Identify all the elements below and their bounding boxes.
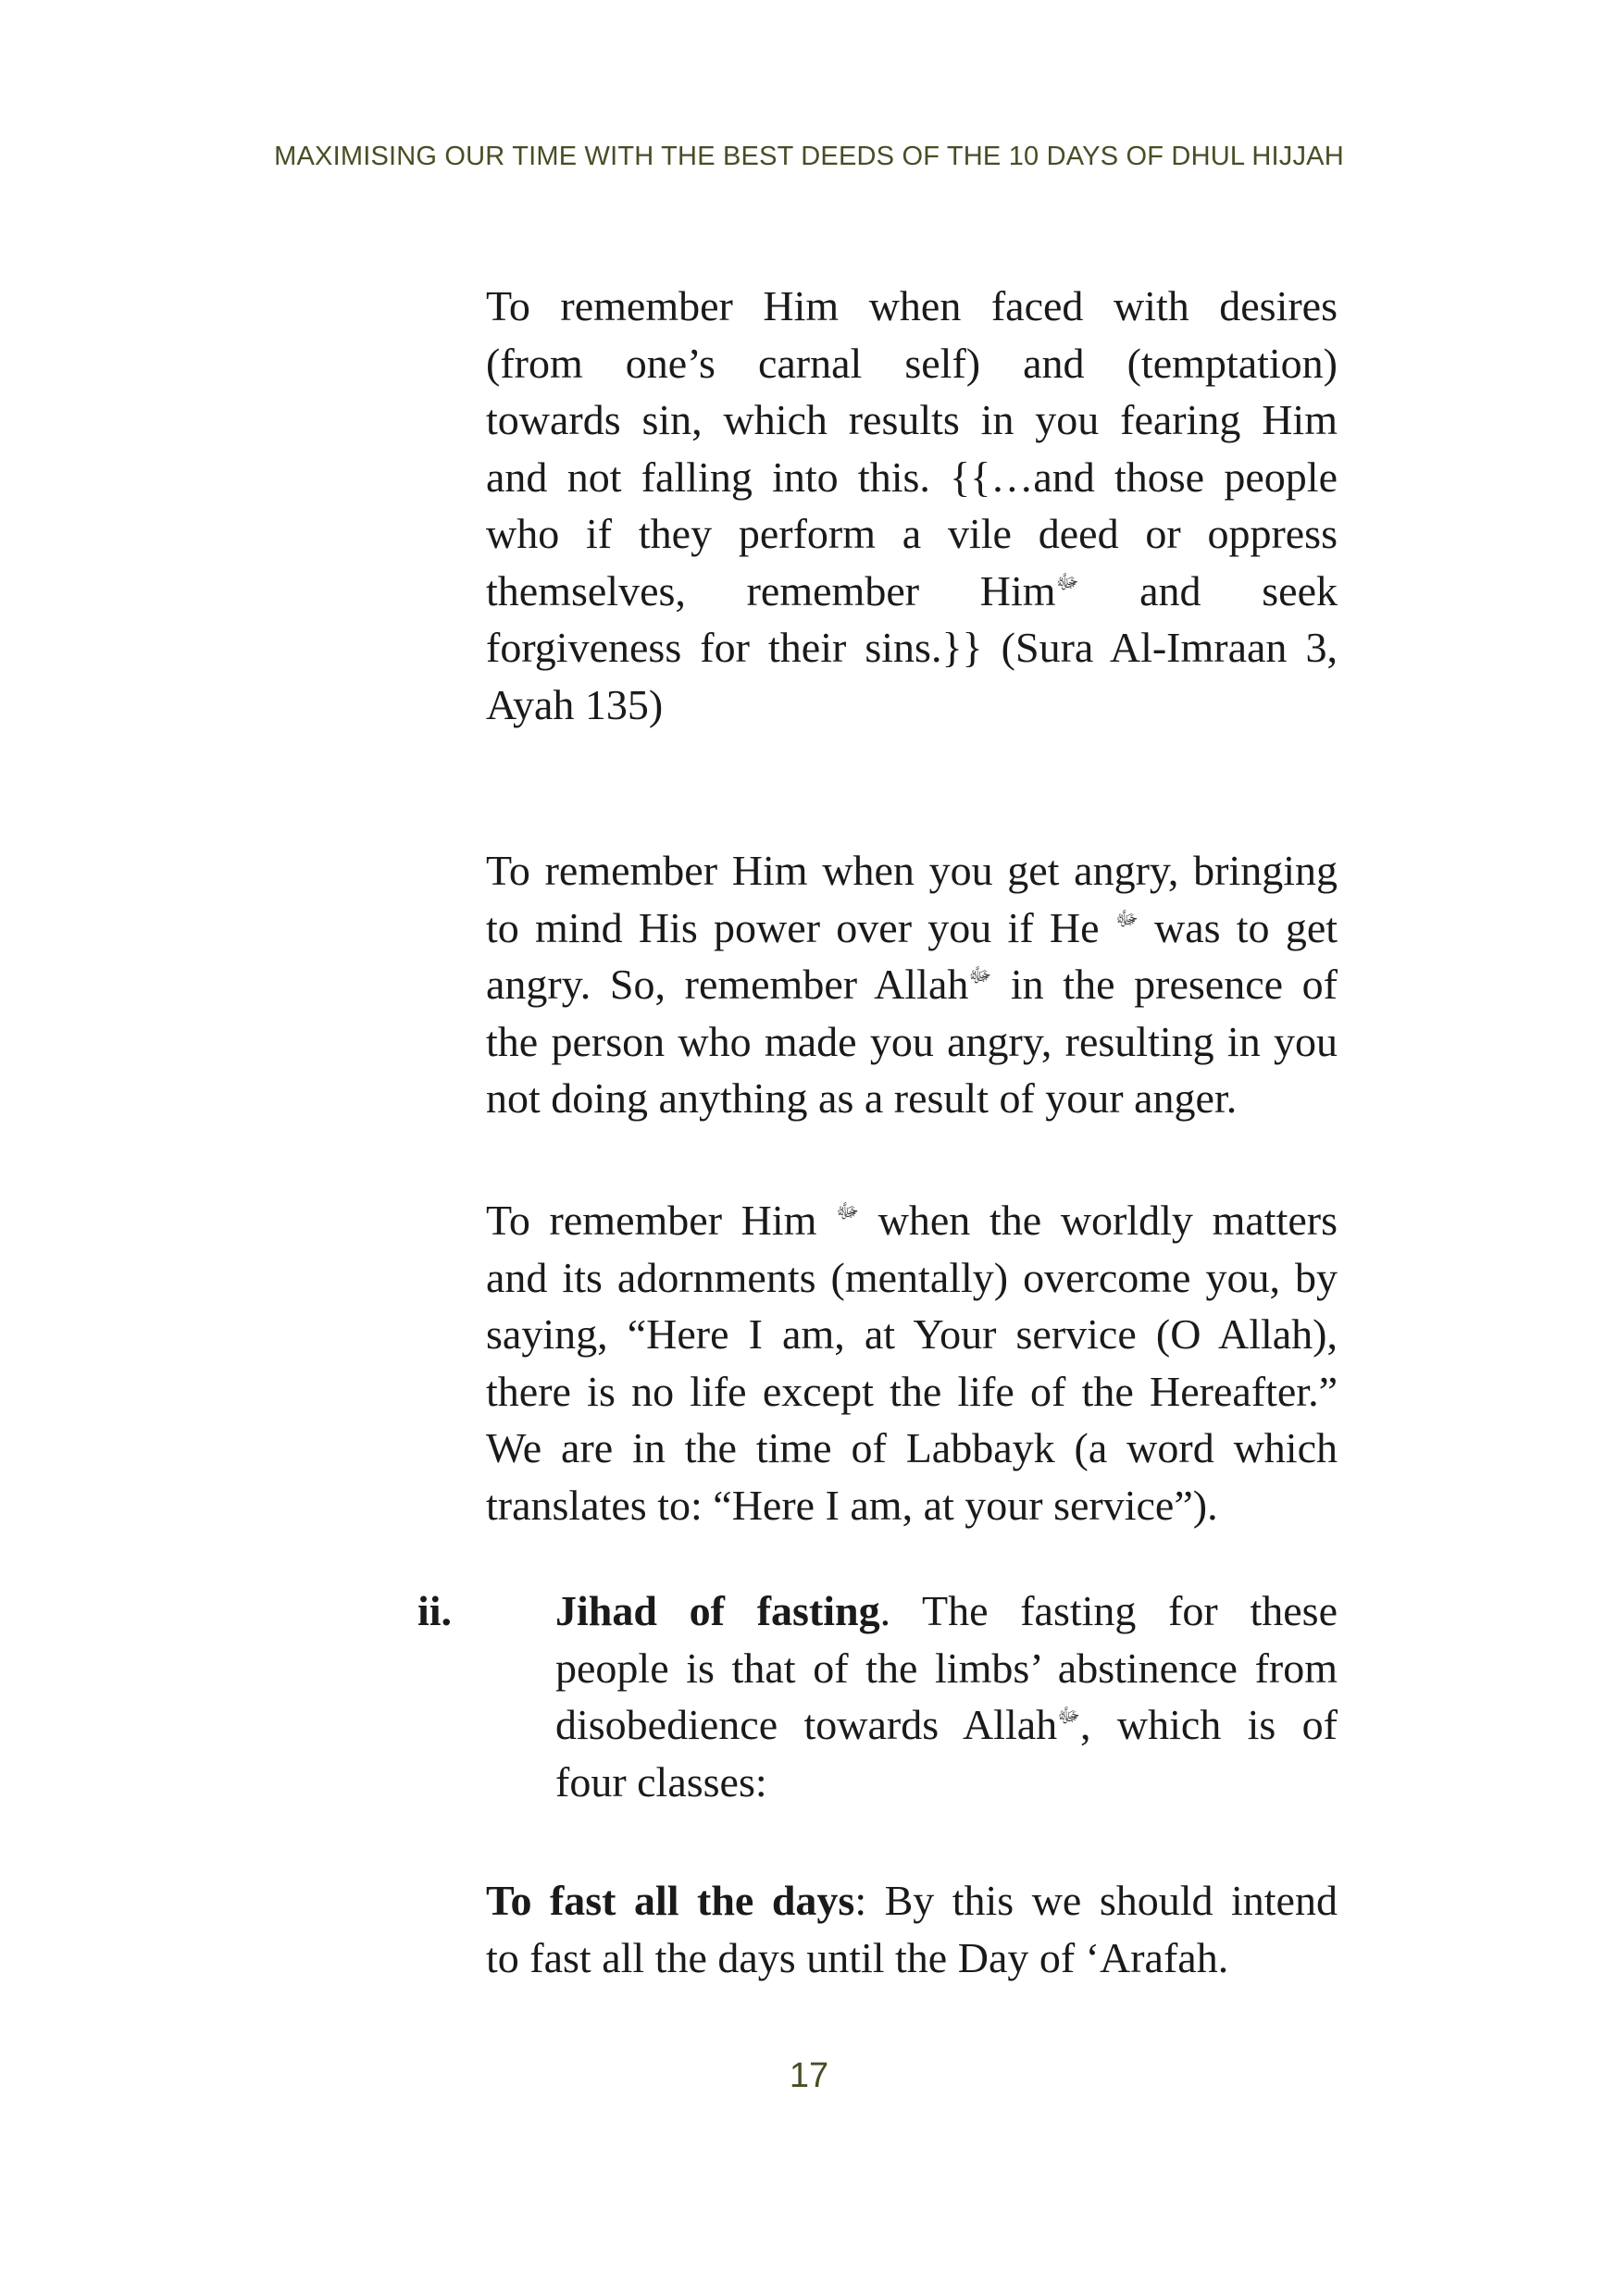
text-line: and its adornments (mentally) overcome you, by xyxy=(486,1253,1338,1301)
paragraph-title: To fast all the days xyxy=(486,1877,855,1924)
text-line: To remember Him when you get angry, bringing xyxy=(486,847,1338,894)
text-line xyxy=(486,900,1338,957)
text-line xyxy=(486,956,1338,1013)
running-header: MAXIMISING OUR TIME WITH THE BEST DEEDS OF THE 10 DAYS OF DHUL HIJJAH xyxy=(274,142,1344,171)
text-line: there is no life except the life of the Hereafter.” xyxy=(486,1367,1338,1415)
paragraph-remember-worldly xyxy=(486,1192,1338,1533)
list-marker: ii. xyxy=(417,1587,453,1634)
honorific-glyph: ﷻ xyxy=(1114,906,1139,930)
text-line: not doing anything as a result of your anger. xyxy=(486,1074,1238,1122)
page-number: 17 xyxy=(789,2056,829,2095)
text-line: saying, “Here I am, at Your service (O Allah), xyxy=(486,1310,1338,1358)
text-segment: themselves, remember Him xyxy=(486,566,1056,614)
honorific-glyph: ﷻ xyxy=(968,963,992,987)
text-line xyxy=(486,563,1338,620)
paragraph-remember-anger xyxy=(486,842,1338,1127)
text-segment: : By this we should intend xyxy=(854,1877,1338,1924)
text-segment: to mind His power over you if He xyxy=(486,903,1100,951)
text-line: Ayah 135) xyxy=(486,680,664,728)
text-line: people is that of the limbs’ abstinence from xyxy=(555,1644,1338,1692)
text-line: towards sin, which results in you fearing Him xyxy=(486,396,1338,443)
text-line: (from one’s carnal self) and (temptation) xyxy=(486,339,1338,387)
list-item-title: Jihad of fasting xyxy=(555,1587,880,1634)
honorific-glyph: ﷻ xyxy=(1057,1704,1080,1727)
text-line xyxy=(555,1582,1338,1640)
text-line xyxy=(486,1192,1338,1249)
list-item-jihad-of-fasting xyxy=(555,1582,1338,1810)
honorific-glyph: ﷻ xyxy=(1055,569,1079,593)
text-line: and not falling into this. {{…and those people xyxy=(486,453,1338,501)
text-line xyxy=(486,1872,1338,1930)
text-line: We are in the time of Labbayk (a word which xyxy=(486,1424,1338,1471)
text-segment: was to get xyxy=(1153,903,1338,951)
text-line: to fast all the days until the Day of ‘Arafah. xyxy=(486,1933,1229,1981)
paragraph-fast-all-days xyxy=(486,1872,1338,1986)
text-line: the person who made you angry, resulting in you xyxy=(486,1017,1338,1065)
text-segment: , which is of xyxy=(1080,1701,1338,1748)
text-segment: in the presence of xyxy=(1010,961,1338,1008)
text-segment: and seek xyxy=(1139,566,1338,614)
text-segment: . The fasting for these xyxy=(879,1587,1338,1634)
text-segment: angry. So, remember Allah xyxy=(486,961,969,1008)
text-segment: disobedience towards Allah xyxy=(555,1701,1058,1748)
text-segment: when the worldly matters xyxy=(877,1197,1338,1244)
honorific-glyph: ﷻ xyxy=(836,1199,859,1222)
text-segment: To remember Him xyxy=(486,1197,817,1244)
text-line: To remember Him when faced with desires xyxy=(486,282,1338,329)
text-line xyxy=(555,1696,1338,1754)
text-line: four classes: xyxy=(555,1757,767,1806)
text-line: translates to: “Here I am, at your service”). xyxy=(486,1481,1218,1529)
text-line: who if they perform a vile deed or oppress xyxy=(486,510,1338,557)
text-line: forgiveness for their sins.}} (Sura Al-Imraan 3, xyxy=(486,624,1338,671)
paragraph-remember-desires xyxy=(486,278,1338,733)
